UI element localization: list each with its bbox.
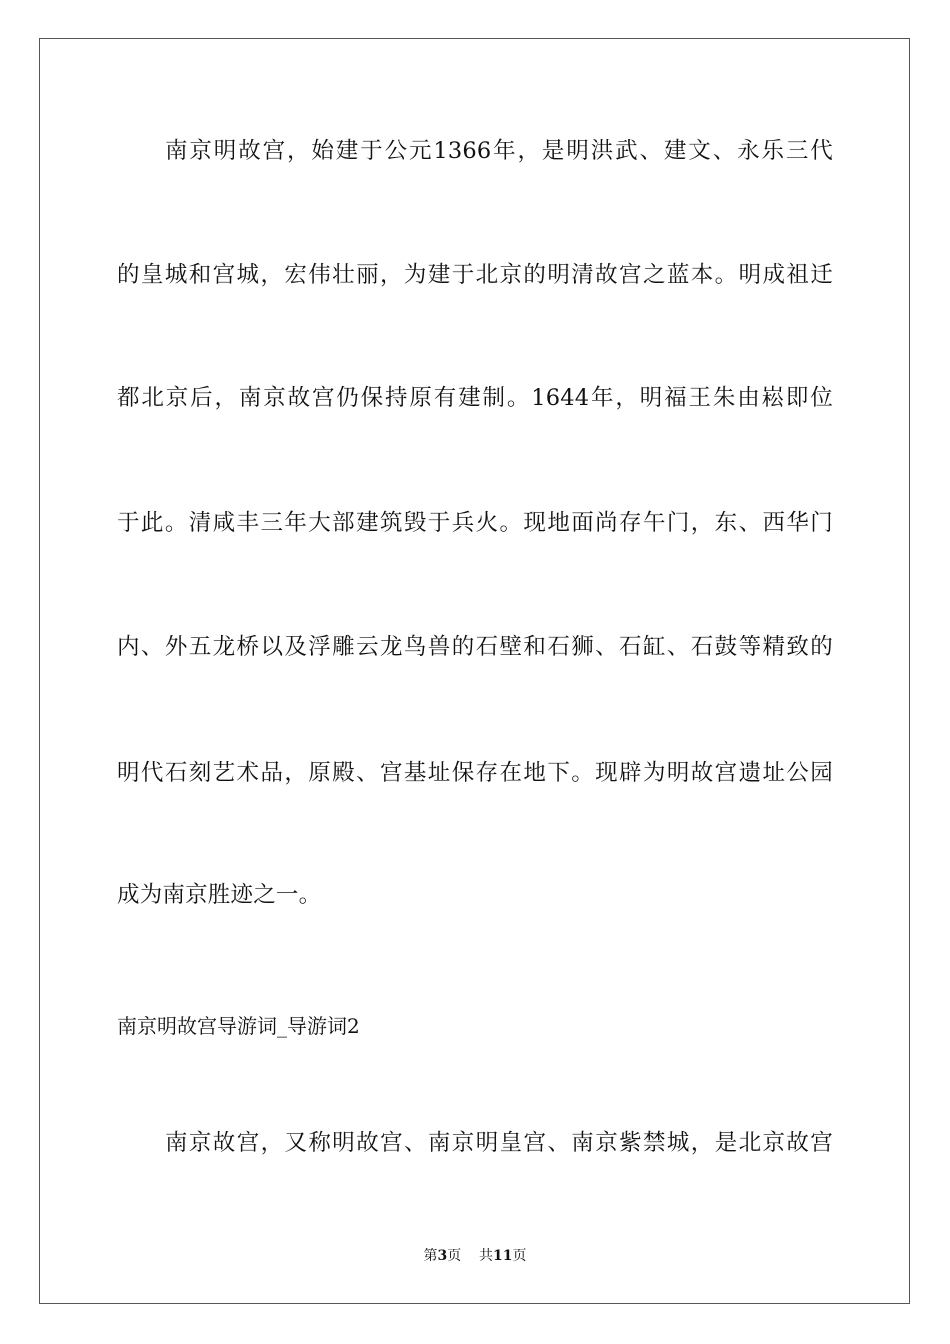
footer-page-suffix: 页 — [447, 1248, 462, 1264]
footer-page-prefix: 第 — [423, 1248, 438, 1264]
paragraph-line: 南京明故宫，始建于公元1366年，是明洪武、建文、永乐三代 — [165, 138, 833, 164]
paragraph-line: 成为南京胜迹之一。 — [117, 882, 322, 908]
page-frame — [39, 38, 910, 1304]
footer-total-prefix: 共 — [479, 1248, 494, 1264]
paragraph-line: 南京故宫，又称明故宫、南京明皇宫、南京紫禁城，是北京故宫 — [165, 1130, 833, 1156]
footer-page-number: 3 — [437, 1248, 448, 1264]
paragraph-line: 于此。清咸丰三年大部建筑毁于兵火。现地面尚存午门，东、西华门 — [117, 510, 833, 536]
paragraph-line: 都北京后，南京故宫仍保持原有建制。1644年，明福王朱由崧即位 — [117, 385, 833, 411]
footer-total-pages: 11 — [493, 1248, 513, 1264]
footer-total-suffix: 页 — [512, 1248, 527, 1264]
paragraph-line: 的皇城和宫城，宏伟壮丽，为建于北京的明清故宫之蓝本。明成祖迁 — [117, 262, 833, 288]
section-heading: 南京明故宫导游词_导游词2 — [117, 1014, 360, 1038]
paragraph-line: 内、外五龙桥以及浮雕云龙鸟兽的石壁和石狮、石缸、石鼓等精致的 — [117, 634, 833, 660]
paragraph-line: 明代石刻艺术品，原殿、宫基址保存在地下。现辟为明故宫遗址公园 — [117, 760, 833, 786]
page-footer — [0, 1246, 950, 1266]
